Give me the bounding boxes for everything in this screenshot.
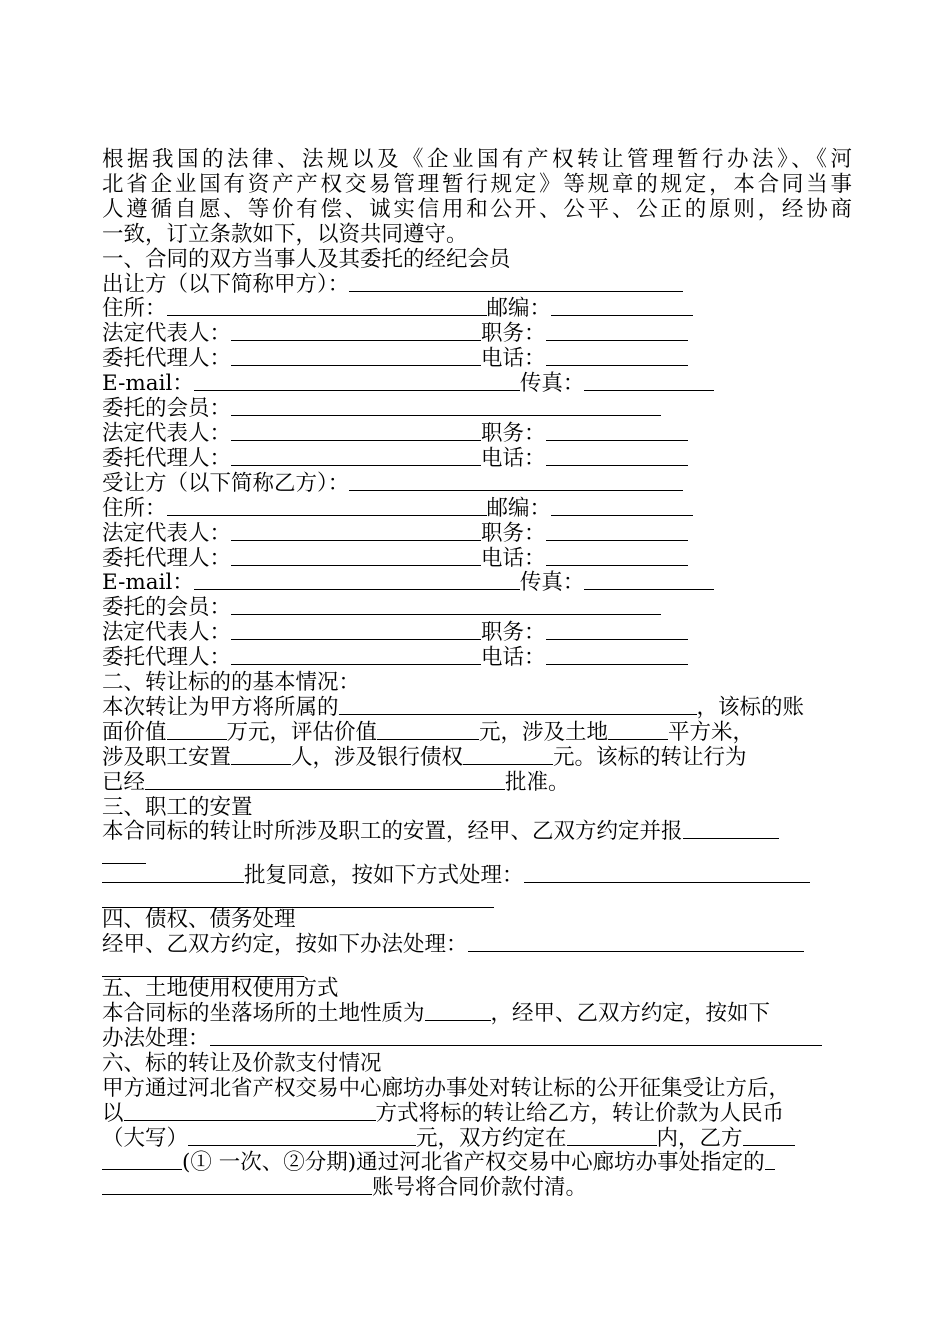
- section5-title: 五、土地使用权使用方式: [102, 976, 339, 1002]
- seller-email-row: [102, 372, 852, 397]
- target-name-field[interactable]: [339, 696, 697, 715]
- section6-line-2: [102, 1102, 852, 1127]
- designated-account-field-a[interactable]: [765, 1151, 775, 1170]
- section2-line-1: [102, 696, 852, 721]
- approval-authority-field[interactable]: [145, 771, 505, 790]
- section5-text: 办法处理：: [102, 1025, 210, 1051]
- staff-arrangement-field-a[interactable]: [524, 864, 810, 883]
- section4-line-1: [102, 933, 852, 958]
- phone-label: 电话：: [481, 445, 546, 471]
- section2-text: 涉及职工安置: [102, 744, 232, 770]
- position-label: 职务：: [481, 321, 546, 347]
- seller-email-field[interactable]: [194, 372, 520, 391]
- buyer-position-field[interactable]: [546, 522, 688, 541]
- section2-text: 人，涉及银行债权: [291, 744, 464, 770]
- section2-text: 已经: [102, 769, 146, 795]
- seller-agent-row: [102, 347, 852, 372]
- section2-text: 平方米，: [668, 719, 755, 745]
- buyer-label: 受让方（以下简称乙方）：: [102, 470, 350, 496]
- section3-line-3: [102, 864, 852, 889]
- section5-text: ，经甲、乙双方约定，按如下: [490, 1001, 771, 1026]
- agent-label: 委托代理人：: [102, 346, 232, 372]
- seller-member-position-field[interactable]: [546, 422, 688, 441]
- member-label: 委托的会员：: [102, 595, 232, 621]
- section2-line-2: [102, 721, 852, 746]
- section6-title: 六、标的转让及价款支付情况: [102, 1050, 382, 1076]
- seller-member-phone-field[interactable]: [546, 447, 688, 466]
- land-handling-field[interactable]: [210, 1027, 822, 1046]
- section2-text: 本次转让为甲方将所属的: [102, 694, 339, 720]
- seller-agent-field[interactable]: [231, 347, 481, 366]
- buyer-member-field[interactable]: [231, 596, 661, 615]
- buyer-member-agent-field[interactable]: [231, 646, 481, 665]
- intro-line-3: 人遵循自愿、等价有偿、诚实信用和公开、公平、公正的原则，经协商: [102, 196, 852, 222]
- section2-title: 二、转让标的的基本情况：: [102, 670, 361, 696]
- section3-line-2: [102, 845, 852, 864]
- payment-mode-field-a[interactable]: [743, 1127, 795, 1146]
- fax-label: 传真：: [519, 371, 585, 397]
- agent-label: 委托代理人：: [102, 445, 232, 471]
- section6-text: (① 一次、②分期)通过河北省产权交易中心廊坊办事处指定的: [182, 1150, 765, 1176]
- buyer-member-row: [102, 596, 852, 621]
- section3-line-4: [102, 889, 852, 908]
- seller-legal-rep-row: [102, 322, 852, 347]
- section6-text: 元，双方约定在: [416, 1125, 567, 1151]
- report-authority-field-c[interactable]: [102, 864, 244, 883]
- buyer-legal-rep-field[interactable]: [231, 522, 481, 541]
- intro-line-4: 一致，订立条款如下，以资共同遵守。: [102, 221, 468, 247]
- buyer-row: [102, 472, 852, 497]
- section3-line-1: [102, 820, 852, 845]
- seller-legal-rep-field[interactable]: [231, 322, 481, 341]
- postcode-label: 邮编：: [486, 296, 552, 322]
- section4-text: 经甲、乙双方约定，按如下办法处理：: [102, 932, 468, 958]
- buyer-legal-rep-row: [102, 522, 852, 547]
- buyer-email-row: [102, 571, 852, 596]
- land-area-field[interactable]: [608, 721, 668, 740]
- seller-phone-field[interactable]: [546, 347, 688, 366]
- seller-member-agent-field[interactable]: [231, 447, 481, 466]
- buyer-fax-field[interactable]: [584, 571, 714, 590]
- section6-line-5: [102, 1176, 852, 1201]
- seller-member-legal-rep-field[interactable]: [231, 422, 481, 441]
- email-label: E-mail：: [102, 570, 194, 596]
- section3-text: 批复同意，按如下方式处理：: [244, 863, 524, 889]
- seller-address-row: [102, 297, 852, 322]
- section6-text: 内，乙方: [656, 1125, 743, 1151]
- seller-member-agent-row: [102, 447, 852, 472]
- debt-handling-field-a[interactable]: [468, 933, 804, 952]
- legal-rep-label: 法定代表人：: [102, 321, 232, 347]
- section6-text: 账号将合同价款付清。: [372, 1175, 588, 1201]
- fax-label: 传真：: [519, 570, 585, 596]
- position-label: 职务：: [481, 620, 546, 646]
- contract-page: [102, 148, 852, 1201]
- seller-postcode-field[interactable]: [551, 297, 693, 316]
- seller-label: 出让方（以下简称甲方）：: [102, 271, 350, 297]
- section3-text: 本合同标的转让时所涉及职工的安置，经甲、乙双方约定并报: [102, 819, 683, 845]
- buyer-member-agent-row: [102, 646, 852, 671]
- member-label: 委托的会员：: [102, 396, 232, 422]
- bank-claims-field[interactable]: [463, 746, 553, 765]
- land-nature-field[interactable]: [425, 1002, 491, 1021]
- section4-line-2: [102, 958, 852, 977]
- section6-text: （大写）: [102, 1125, 189, 1151]
- designated-account-field-b[interactable]: [102, 1176, 372, 1195]
- report-authority-field-a[interactable]: [683, 820, 779, 839]
- section2-line-3: [102, 746, 852, 771]
- agent-label: 委托代理人：: [102, 645, 232, 671]
- payment-mode-field-b[interactable]: [102, 1151, 182, 1170]
- section2-text: ，该标的账: [696, 694, 805, 720]
- section6-text: 以: [102, 1100, 124, 1126]
- email-label: E-mail：: [102, 371, 194, 397]
- transfer-method-field[interactable]: [124, 1102, 376, 1121]
- section2-line-4: [102, 771, 852, 796]
- seller-fax-field[interactable]: [584, 372, 714, 391]
- position-label: 职务：: [481, 520, 546, 546]
- address-label: 住所：: [102, 495, 167, 521]
- appraisal-value-field[interactable]: [377, 721, 479, 740]
- phone-label: 电话：: [481, 545, 546, 571]
- seller-field[interactable]: [349, 273, 683, 292]
- section2-text: 元。该标的转让行为: [553, 744, 747, 770]
- section2-text: 元，涉及土地: [479, 719, 609, 745]
- phone-label: 电话：: [481, 645, 546, 671]
- buyer-field[interactable]: [349, 472, 683, 491]
- address-label: 住所：: [102, 296, 167, 322]
- buyer-agent-row: [102, 547, 852, 572]
- legal-rep-label: 法定代表人：: [102, 620, 232, 646]
- agent-label: 委托代理人：: [102, 545, 232, 571]
- intro-line-1: 根据我国的法律、法规以及《企业国有产权转让管理暂行办法》、《河: [102, 147, 852, 172]
- section5-line-1: [102, 1002, 852, 1027]
- section3-title: 三、职工的安置: [102, 794, 253, 820]
- staff-count-field[interactable]: [231, 746, 291, 765]
- buyer-agent-field[interactable]: [231, 547, 481, 566]
- intro-line-2: 北省企业国有资产产权交易管理暂行规定》等规章的规定，本合同当事: [102, 171, 852, 197]
- phone-label: 电话：: [481, 346, 546, 372]
- section2-text: 万元，评估价值: [226, 719, 378, 745]
- seller-member-row: [102, 397, 852, 422]
- buyer-member-legal-rep-field[interactable]: [231, 621, 481, 640]
- section2-text: 批准。: [505, 769, 570, 795]
- buyer-phone-field[interactable]: [546, 547, 688, 566]
- payment-deadline-field[interactable]: [567, 1127, 657, 1146]
- seller-address-field[interactable]: [167, 297, 487, 316]
- section6-line-3: [102, 1127, 852, 1152]
- section6-text: 方式将标的转让给乙方，转让价款为人民币: [375, 1100, 785, 1126]
- staff-arrangement-field-b[interactable]: [102, 889, 494, 908]
- legal-rep-label: 法定代表人：: [102, 520, 232, 546]
- buyer-email-field[interactable]: [194, 571, 520, 590]
- section4-title: 四、债权、债务处理: [102, 907, 296, 933]
- seller-member-field[interactable]: [231, 397, 661, 416]
- section6-line-4: [102, 1151, 852, 1176]
- report-authority-field-b[interactable]: [102, 845, 146, 864]
- seller-member-legal-rep-row: [102, 422, 852, 447]
- buyer-address-field[interactable]: [167, 497, 487, 516]
- section6-line-1: 甲方通过河北省产权交易中心廊坊办事处对转让标的公开征集受让方后，: [102, 1075, 791, 1101]
- seller-position-field[interactable]: [546, 322, 688, 341]
- seller-row: [102, 273, 852, 298]
- buyer-member-legal-rep-row: [102, 621, 852, 646]
- section5-text: 本合同标的坐落场所的土地性质为: [102, 1001, 425, 1026]
- debt-handling-field-b[interactable]: [102, 958, 304, 977]
- position-label: 职务：: [481, 420, 546, 446]
- buyer-member-position-field[interactable]: [546, 621, 688, 640]
- section1-title: 一、合同的双方当事人及其委托的经纪会员: [102, 246, 511, 272]
- buyer-member-phone-field[interactable]: [546, 646, 688, 665]
- postcode-label: 邮编：: [486, 495, 552, 521]
- section2-text: 面价值: [102, 719, 167, 745]
- book-value-field[interactable]: [167, 721, 227, 740]
- buyer-address-row: [102, 497, 852, 522]
- price-uppercase-field[interactable]: [188, 1127, 416, 1146]
- buyer-postcode-field[interactable]: [551, 497, 693, 516]
- legal-rep-label: 法定代表人：: [102, 420, 232, 446]
- section5-line-2: [102, 1027, 852, 1052]
